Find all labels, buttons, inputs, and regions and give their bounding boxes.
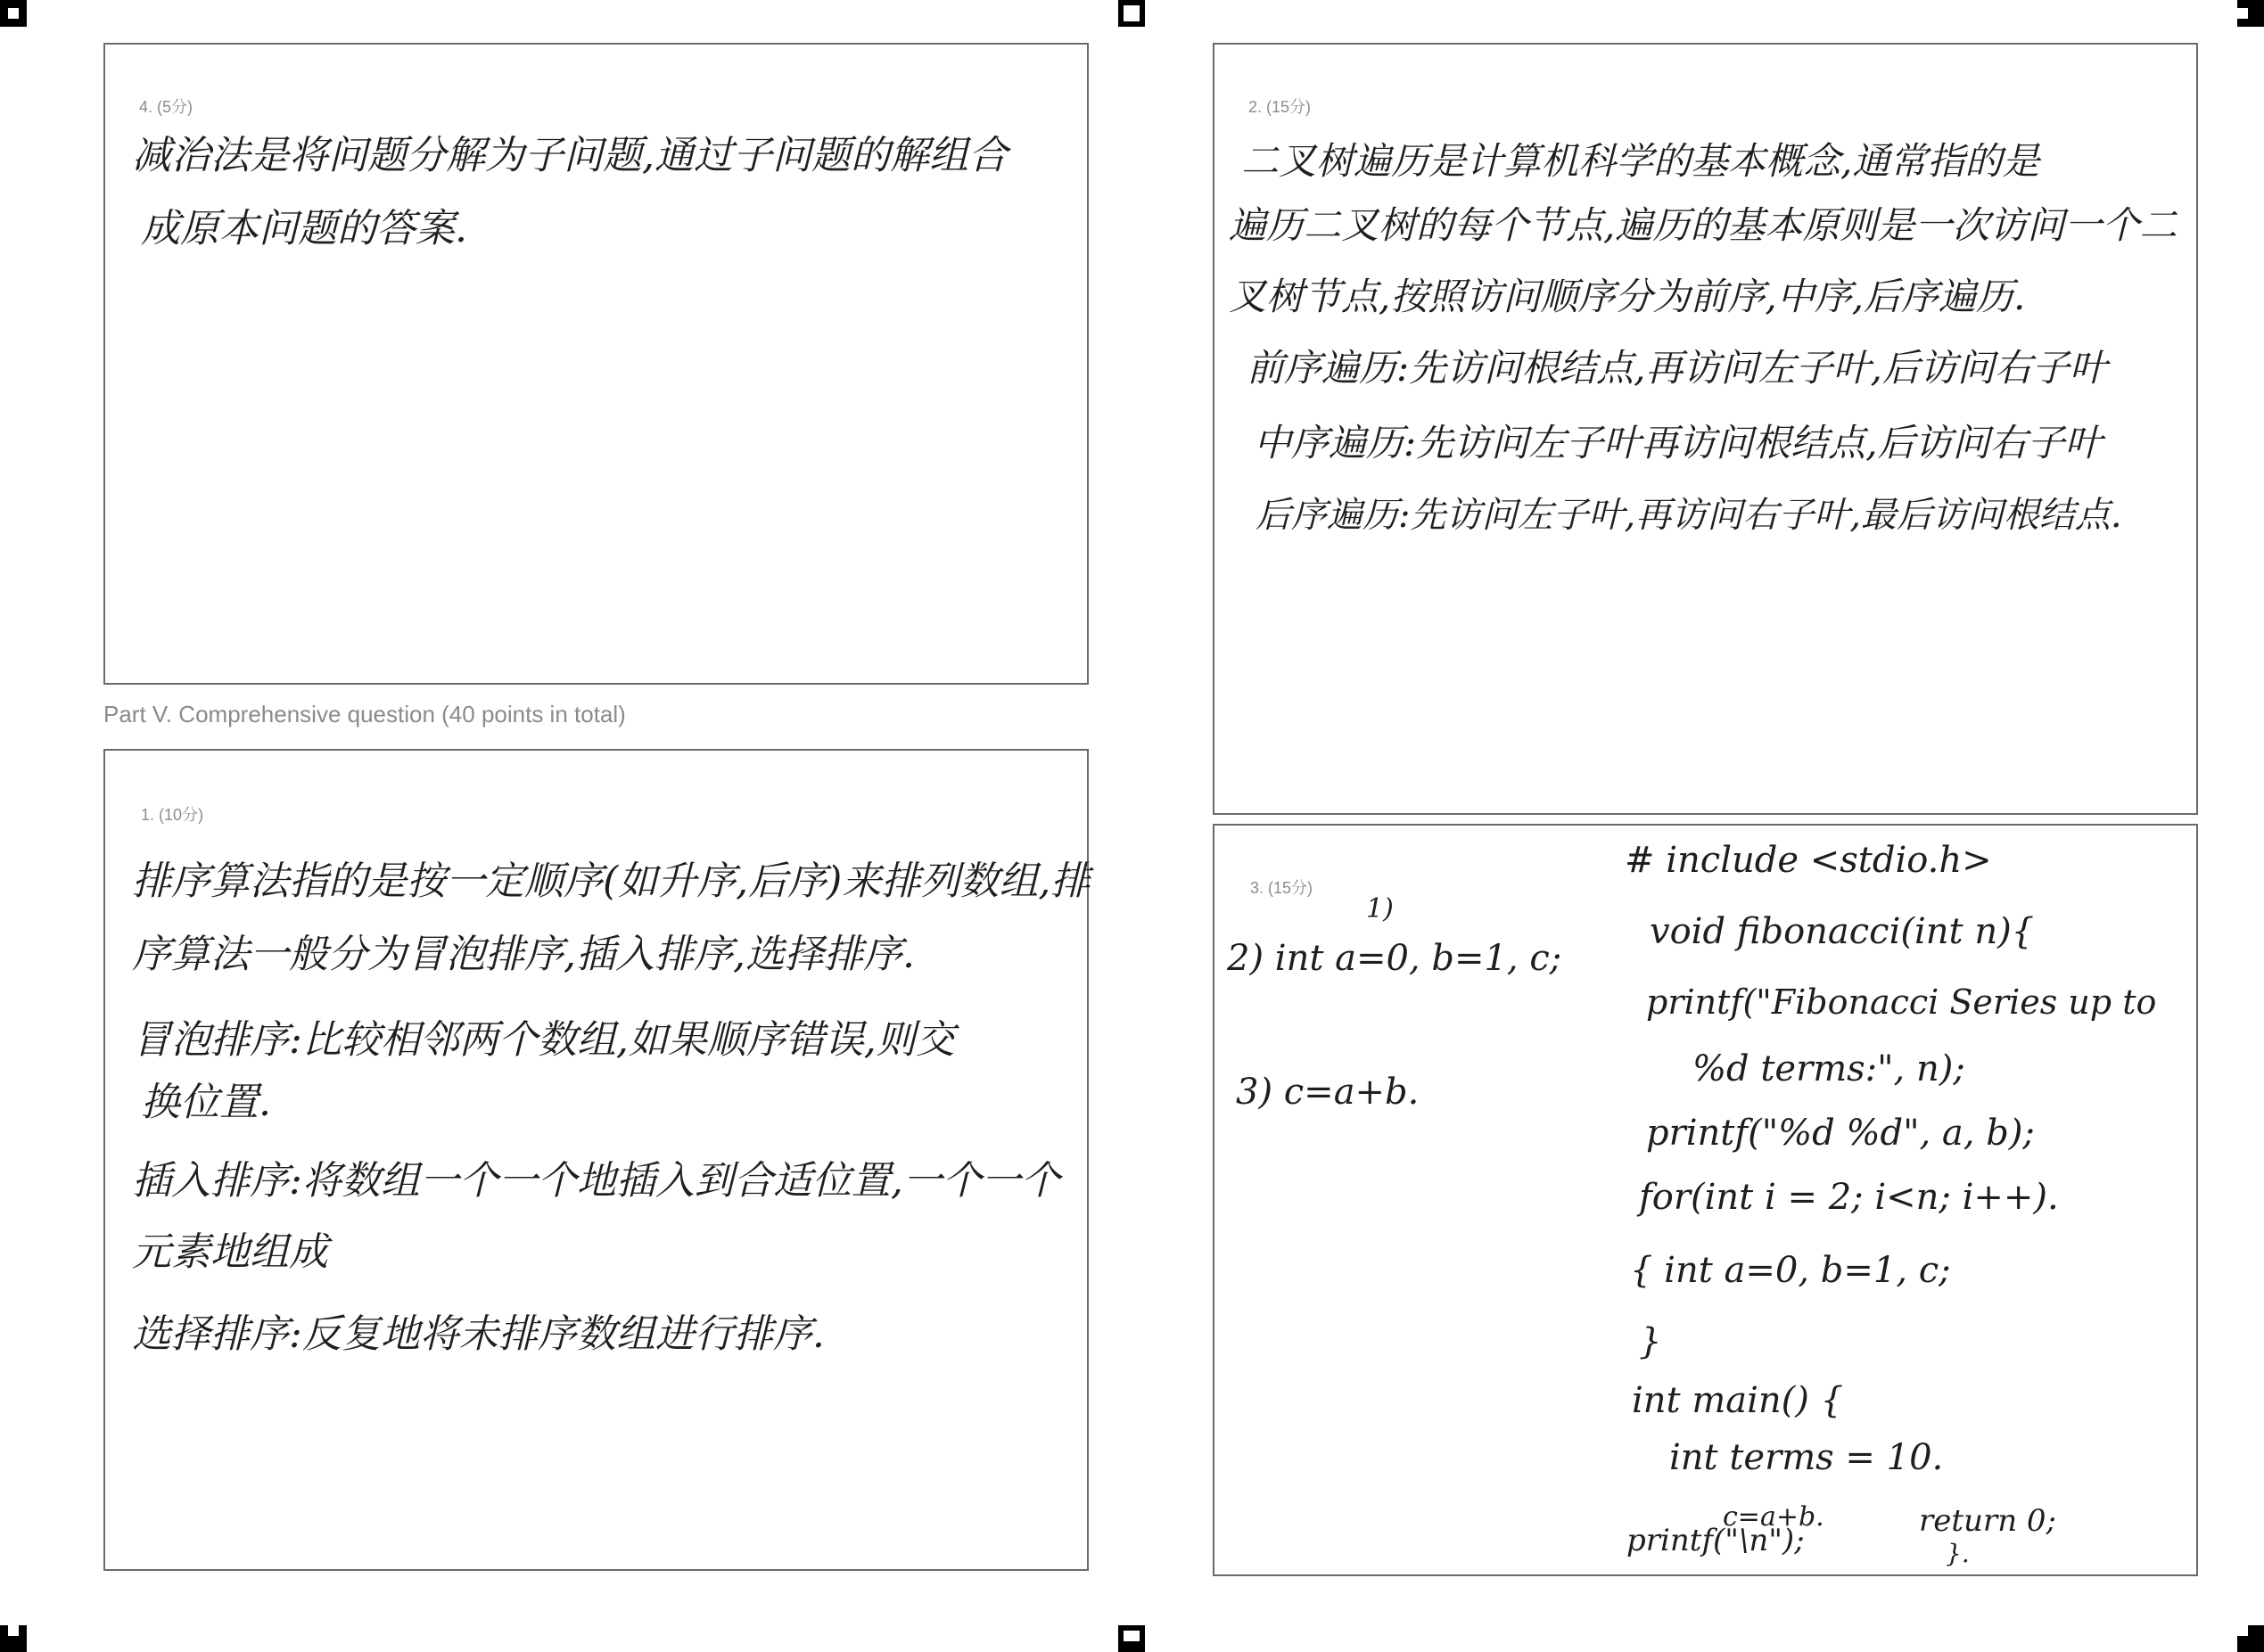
code-line: int terms = 10. (1669, 1437, 1944, 1478)
answer-line: 选择排序:反复地将未排序数组进行排序. (132, 1311, 825, 1357)
code-line: for(int i = 2; i<n; i++). (1639, 1177, 2059, 1218)
section-title: Part V. Comprehensive question (40 points in total) (103, 701, 626, 727)
answer-line: 减治法是将问题分解为子问题,通过子问题的解组合 (132, 133, 1008, 178)
answer-line: 3) c=a+b. (1236, 1072, 1420, 1113)
answer-line: 成原本问题的答案. (141, 206, 467, 251)
code-line: %d terms:", n); (1692, 1048, 1965, 1089)
answer-line: 二叉树遍历是计算机科学的基本概念,通常指的是 (1241, 139, 2040, 183)
code-line: c=a+b. (1723, 1501, 1824, 1533)
answer-mark: 1) (1366, 893, 1394, 925)
corner-marker-top-right (2237, 0, 2264, 27)
answer-line: 冒泡排序:比较相邻两个数组,如果顺序错误,则交 (132, 1017, 955, 1063)
corner-marker-top-left (0, 0, 27, 27)
question-label: 1. (10分) (141, 806, 204, 824)
answer-line: 序算法一般分为冒泡排序,插入排序,选择排序. (132, 932, 915, 977)
corner-marker-bottom-right (2237, 1625, 2264, 1652)
corner-marker-bottom-left (0, 1625, 27, 1652)
code-line: return 0; (1919, 1503, 2056, 1539)
answer-line: 插入排序:将数组一个一个地插入到合适位置,一个一个 (132, 1158, 1060, 1204)
answer-box-q4 (103, 43, 1089, 685)
code-line: printf("Fibonacci Series up to (1646, 982, 2157, 1022)
answer-line: 前序遍历:先访问根结点,再访问左子叶,后访问右子叶 (1247, 346, 2107, 390)
answer-box-q3 (1213, 824, 2198, 1576)
answer-line: 元素地组成 (132, 1229, 328, 1275)
question-label: 4. (5分) (139, 98, 193, 116)
answer-line: 排序算法指的是按一定顺序(如升序,后序)来排列数组,排 (132, 859, 1091, 904)
code-line: }. (1946, 1539, 1970, 1568)
code-line: printf("%d %d", a, b); (1646, 1113, 2035, 1154)
answer-line: 换位置. (141, 1080, 271, 1125)
code-line: } (1639, 1321, 1662, 1362)
code-line: { int a=0, b=1, c; (1630, 1250, 1951, 1291)
code-line: void fibonacci(int n){ (1650, 911, 2035, 952)
code-line: printf("\n"); (1626, 1523, 1805, 1558)
corner-marker-bottom-center (1118, 1625, 1145, 1652)
answer-line: 叉树节点,按照访问顺序分为前序,中序,后序遍历. (1229, 275, 2026, 318)
answer-line: 后序遍历:先访问左子叶,再访问右子叶,最后访问根结点. (1255, 495, 2122, 536)
code-line: int main() { (1632, 1380, 1844, 1421)
answer-line: 中序遍历:先访问左子叶再访问根结点,后访问右子叶 (1254, 421, 2103, 464)
answer-line: 遍历二叉树的每个节点,遍历的基本原则是一次访问一个二 (1229, 203, 2178, 247)
code-line: # include <stdio.h> (1625, 840, 1992, 881)
question-label: 3. (15分) (1250, 879, 1313, 897)
answer-box-q1 (103, 749, 1089, 1571)
corner-marker-top-center (1118, 0, 1145, 27)
question-label: 2. (15分) (1248, 98, 1312, 116)
answer-box-q2 (1213, 43, 2198, 815)
answer-line: 2) int a=0, b=1, c; (1227, 938, 1562, 979)
